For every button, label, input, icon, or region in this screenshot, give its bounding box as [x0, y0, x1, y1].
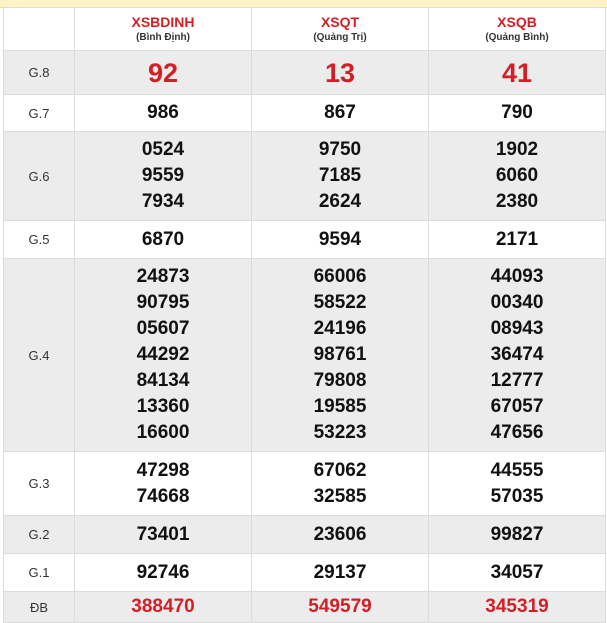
province-code[interactable]: XSQT	[320, 13, 360, 30]
prize-number: 6060	[495, 165, 539, 186]
prize-number: 24873	[136, 266, 190, 287]
prize-number: 1902	[495, 139, 539, 160]
prize-row-g2	[4, 516, 606, 554]
prize-number: 98761	[313, 344, 367, 365]
special-prize-number: 388470	[131, 596, 195, 617]
prize-label: G.8	[4, 51, 75, 95]
province-name: (Bình Định)	[136, 31, 190, 43]
prize-number: 53223	[313, 422, 367, 443]
prize-number: 44093	[490, 266, 544, 287]
prize-row-g1	[4, 554, 606, 592]
prize-number: 36474	[490, 344, 544, 365]
prize-cell	[252, 132, 429, 221]
prize-number: 13	[324, 57, 356, 88]
prize-cell	[429, 221, 606, 259]
prize-number: 7934	[141, 191, 185, 212]
prize-number: 79808	[313, 370, 367, 391]
prize-number: 57035	[490, 485, 544, 507]
prize-number: 9750	[318, 139, 362, 160]
prize-label: G.7	[4, 95, 75, 132]
prize-number: 2624	[318, 191, 362, 212]
prize-number: 867	[324, 102, 356, 123]
prize-number: 16600	[136, 422, 190, 443]
prize-cell	[75, 221, 252, 259]
prize-label: ĐB	[4, 592, 75, 623]
prize-row-g4	[4, 259, 606, 452]
prize-number: 99827	[490, 523, 544, 545]
prize-number: 67062	[313, 459, 367, 481]
prize-number: 0524	[141, 139, 185, 160]
prize-number: 67057	[490, 396, 544, 417]
corner-cell	[4, 8, 75, 51]
prize-number: 9594	[318, 228, 362, 250]
prize-number: 9559	[141, 165, 185, 186]
province-code[interactable]: XSBDINH	[131, 13, 195, 30]
prize-row-g7	[4, 95, 606, 132]
province-header-quang-binh[interactable]	[429, 8, 606, 51]
province-name: (Quảng Trị)	[313, 31, 367, 43]
prize-cell	[429, 554, 606, 592]
prize-number: 29137	[313, 561, 367, 583]
prize-cell	[429, 516, 606, 554]
prize-label: G.2	[4, 516, 75, 554]
prize-number: 790	[501, 102, 533, 123]
province-header-quang-tri[interactable]	[252, 8, 429, 51]
prize-number: 00340	[490, 292, 544, 313]
prize-row-g3	[4, 452, 606, 516]
prize-number: 90795	[136, 292, 190, 313]
province-header-binh-dinh[interactable]	[75, 8, 252, 51]
special-prize-number: 345319	[485, 596, 549, 617]
header-row	[4, 8, 606, 51]
prize-cell	[252, 259, 429, 452]
prize-cell	[75, 132, 252, 221]
prize-cell	[75, 554, 252, 592]
prize-number: 34057	[490, 561, 544, 583]
prize-number: 84134	[136, 370, 190, 391]
prize-number: 44555	[490, 459, 544, 481]
prize-number: 08943	[490, 318, 544, 339]
prize-number: 13360	[136, 396, 190, 417]
prize-number: 2380	[495, 191, 539, 212]
prize-number: 66006	[313, 266, 367, 287]
prize-cell	[252, 452, 429, 516]
prize-cell	[75, 259, 252, 452]
prize-cell	[252, 221, 429, 259]
prize-cell	[75, 516, 252, 554]
prize-cell	[252, 516, 429, 554]
prize-number: 12777	[490, 370, 544, 391]
prize-number: 41	[501, 57, 533, 88]
prize-number: 47656	[490, 422, 544, 443]
prize-number: 92746	[136, 561, 190, 583]
prize-cell	[252, 554, 429, 592]
prize-cell	[429, 259, 606, 452]
prize-number: 32585	[313, 485, 367, 507]
province-name: (Quảng Bình)	[485, 31, 549, 43]
prize-cell	[429, 452, 606, 516]
special-prize-number: 549579	[308, 596, 372, 617]
prize-cell	[429, 132, 606, 221]
prize-number: 92	[147, 57, 179, 88]
prize-cell	[252, 51, 429, 95]
prize-row-g5	[4, 221, 606, 259]
province-code[interactable]: XSQB	[497, 13, 537, 30]
prize-number: 19585	[313, 396, 367, 417]
prize-cell	[75, 95, 252, 132]
prize-cell	[75, 452, 252, 516]
prize-number: 7185	[318, 165, 362, 186]
prize-number: 24196	[313, 318, 367, 339]
prize-cell	[252, 95, 429, 132]
prize-number: 23606	[313, 523, 367, 545]
prize-number: 2171	[495, 228, 539, 250]
prize-number: 6870	[141, 228, 185, 250]
prize-number: 73401	[136, 523, 190, 545]
prize-row-g8	[4, 51, 606, 95]
prize-number: 58522	[313, 292, 367, 313]
prize-number: 74668	[136, 485, 190, 507]
prize-label: G.6	[4, 132, 75, 221]
prize-label: G.3	[4, 452, 75, 516]
prize-cell	[429, 95, 606, 132]
prize-number: 44292	[136, 344, 190, 365]
lottery-results-table	[3, 7, 606, 623]
prize-number: 986	[147, 102, 179, 123]
prize-row-g6	[4, 132, 606, 221]
prize-number: 47298	[136, 459, 190, 481]
prize-label: G.1	[4, 554, 75, 592]
prize-number: 05607	[136, 318, 190, 339]
prize-label: G.4	[4, 259, 75, 452]
prize-cell	[75, 51, 252, 95]
prize-cell	[429, 51, 606, 95]
prize-label: G.5	[4, 221, 75, 259]
